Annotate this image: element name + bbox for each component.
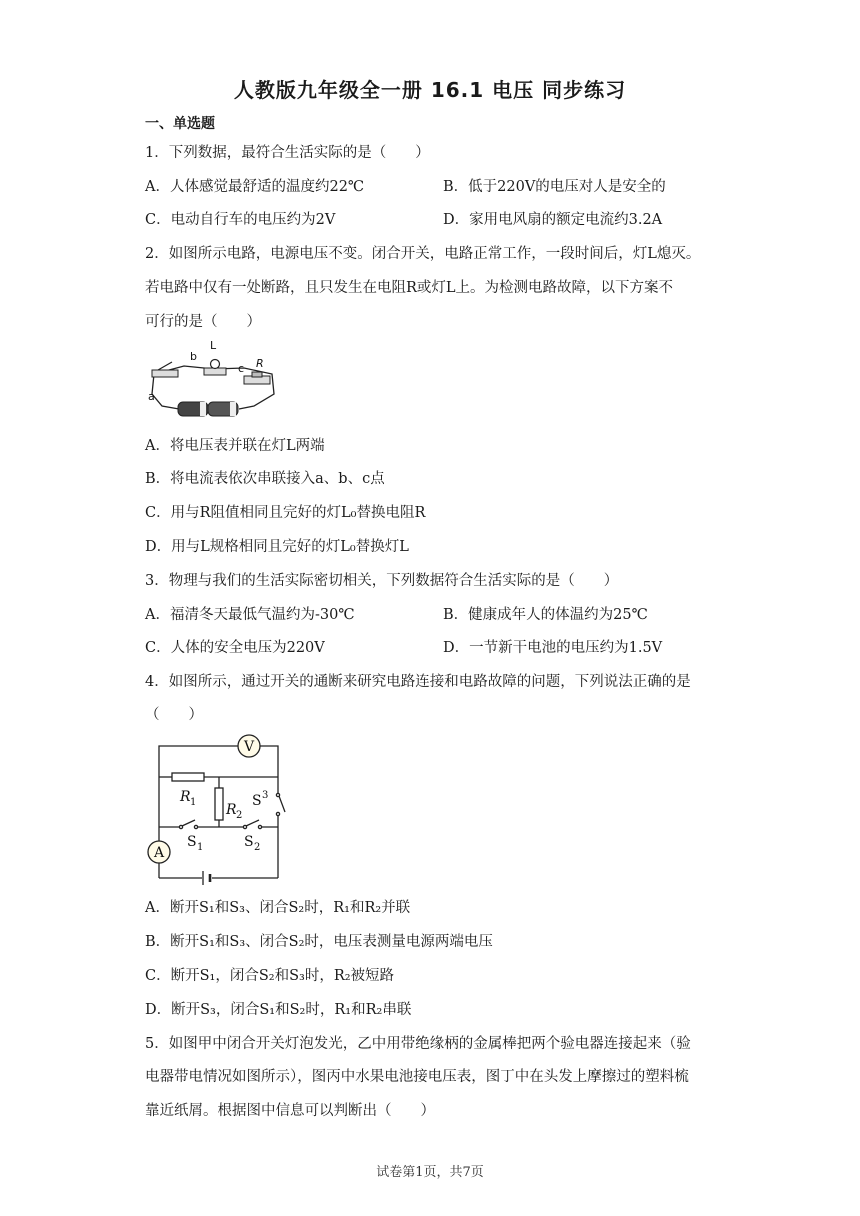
q4-label-r1: R: [180, 789, 191, 805]
switch-s2-symbol: [243, 820, 261, 829]
q4-label-s1: S: [187, 834, 197, 850]
switch-s1-symbol: [179, 820, 197, 829]
section-heading: 一、单选题: [145, 116, 215, 132]
q2-stem-line1: 2．如图所示电路，电源电压不变。闭合开关，电路正常工作，一段时间后，灯L熄灭。: [145, 246, 701, 262]
q2-option-b: B．将电流表依次串联接入a、b、c点: [145, 471, 385, 487]
q3-option-c: C．人体的安全电压为220V: [145, 640, 325, 656]
q4-label-s3: S: [252, 793, 262, 809]
page-title: 人教版九年级全一册 16.1 电压 同步练习: [233, 78, 627, 102]
q4-option-a: A．断开S₁和S₃、闭合S₂时，R₁和R₂并联: [145, 900, 411, 916]
q5-stem-line2: 电器带电情况如图所示），图丙中水果电池接电压表，图丁中在头发上摩擦过的塑料梳: [145, 1069, 689, 1085]
q2-stem-line3: 可行的是（ ）: [145, 314, 261, 330]
q3-option-d: D．一节新干电池的电压约为1.5V: [443, 640, 663, 656]
q2-option-d: D．用与L规格相同且完好的灯L₀替换灯L: [145, 539, 409, 555]
q2-option-a: A．将电压表并联在灯L两端: [145, 438, 325, 454]
resistor-r2-symbol: [215, 788, 223, 820]
q5-stem-line1: 5．如图甲中闭合开关灯泡发光，乙中用带绝缘柄的金属棒把两个验电器连接起来（验: [145, 1036, 691, 1052]
q5-stem-line3: 靠近纸屑。根据图中信息可以判断出（ ）: [145, 1103, 435, 1119]
q4-circuit-figure: [140, 732, 290, 886]
q4-label-r1-sub: 1: [190, 797, 197, 808]
q4-option-d: D．断开S₃，闭合S₁和S₂时，R₁和R₂串联: [145, 1002, 412, 1018]
q1-option-b: B．低于220V的电压对人是安全的: [443, 179, 666, 195]
q2-stem-line2: 若电路中仅有一处断路，且只发生在电阻R或灯L上。为检测电路故障，以下方案不: [145, 280, 674, 296]
switch-s3-symbol: [276, 793, 285, 815]
q3-option-a: A．福清冬天最低气温约为-30℃: [145, 607, 355, 623]
q2-label-b: b: [190, 350, 197, 363]
q1-stem: 1．下列数据，最符合生活实际的是（ ）: [145, 145, 430, 161]
q4-label-s2: S: [244, 834, 254, 850]
q4-label-r2: R: [226, 802, 237, 818]
q3-stem: 3．物理与我们的生活实际密切相关，下列数据符合生活实际的是（ ）: [145, 573, 619, 589]
q1-option-d: D．家用电风扇的额定电流约3.2A: [443, 212, 663, 228]
switch-shape: [152, 362, 178, 377]
q1-option-a: A．人体感觉最舒适的温度约22℃: [145, 179, 365, 195]
q4-label-v: V: [244, 739, 255, 755]
q4-label-s2-sub: 2: [254, 842, 261, 853]
battery-shape: [178, 402, 238, 416]
q4-label-s1-sub: 1: [197, 842, 204, 853]
q1-option-c: C．电动自行车的电压约为2V: [145, 212, 336, 228]
q4-option-b: B．断开S₁和S₃、闭合S₂时，电压表测量电源两端电压: [145, 934, 493, 950]
resistor-shape: [244, 372, 270, 384]
page-footer: 试卷第1页，共7页: [376, 1165, 484, 1180]
q4-label-a: A: [154, 845, 165, 861]
q2-label-a: a: [148, 390, 155, 403]
lamp-shape: [204, 360, 226, 376]
q4-label-r2-sub: 2: [236, 810, 243, 821]
battery-symbol: [203, 871, 210, 885]
q3-option-b: B．健康成年人的体温约为25℃: [443, 607, 648, 623]
q4-stem-line2: （ ）: [145, 707, 203, 723]
q4-label-s3-sub: 3: [262, 790, 269, 801]
q2-label-l: L: [210, 339, 217, 352]
q4-option-c: C．断开S₁，闭合S₂和S₃时，R₂被短路: [145, 968, 395, 984]
q2-label-r: R: [256, 357, 264, 370]
q4-stem-line1: 4．如图所示，通过开关的通断来研究电路连接和电路故障的问题，下列说法正确的是: [145, 674, 691, 690]
q2-option-c: C．用与R阻值相同且完好的灯L₀替换电阻R: [145, 505, 426, 521]
q2-label-c: c: [238, 362, 245, 375]
q2-circuit-figure: [144, 334, 284, 426]
resistor-r1-symbol: [172, 773, 204, 781]
